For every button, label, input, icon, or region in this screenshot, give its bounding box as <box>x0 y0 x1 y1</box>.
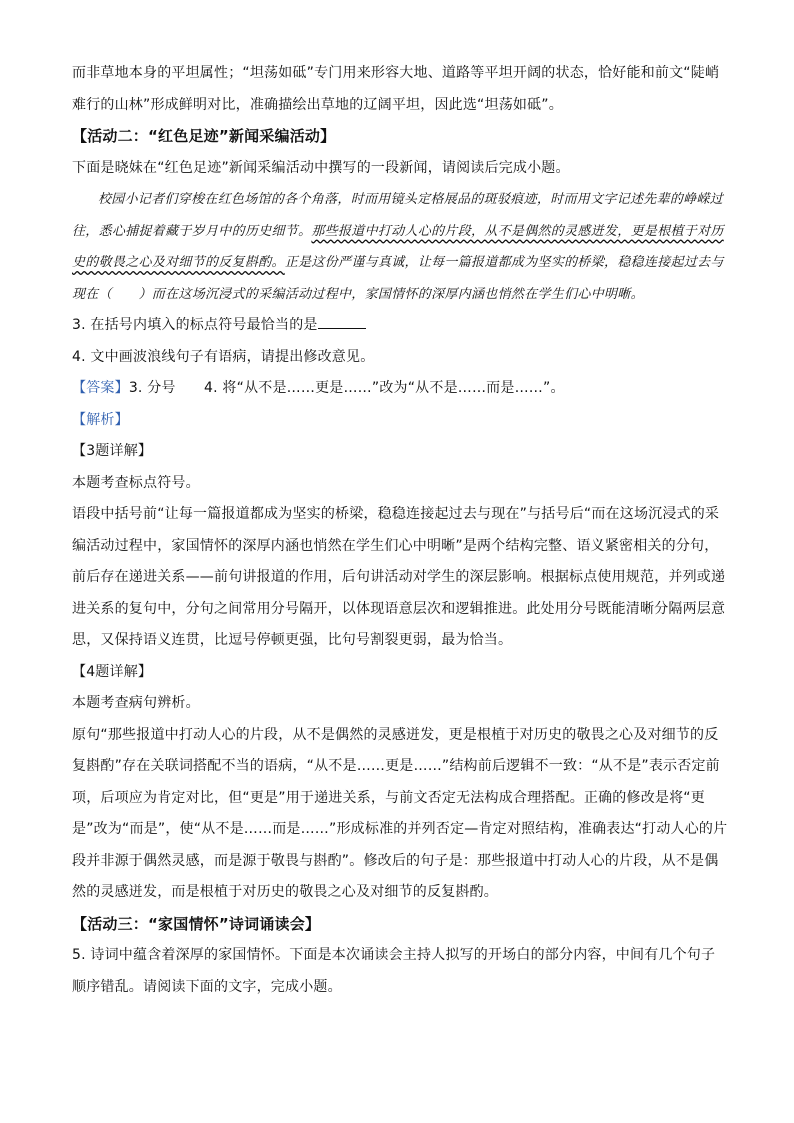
question-3-text: 3. 在括号内填入的标点符号最恰当的是 <box>72 317 318 333</box>
q3-detail-line1: 本题考查标点符号。 <box>72 474 200 491</box>
news-wavy-sentence: 那些报道中打动人心的片段，从不是偶然的灵感迸发，更是根植于对历史的敬畏之心及对细节的反复斟酌。 <box>72 223 724 270</box>
q3-detail-heading: 【3题详解】 <box>72 443 153 459</box>
activity3-heading: 【活动三：“家国情怀”诗词诵读会】 <box>72 914 321 933</box>
q4-detail-heading: 【4题详解】 <box>72 663 153 680</box>
answer-line <box>72 373 728 405</box>
news-part1: 校园小记者们穿梭在红色场馆的各个角落，时而用镜头定格展品的斑驳痕迹，时而用文字记述先辈的峥嵘过往，悉心捕捉着藏于岁月中的历史细节。 <box>72 192 724 239</box>
q4-detail-body: 原句“那些报道中打动人心的片段，从不是偶然的灵感迸发，更是根植于对历史的敬畏之心及对细节的反复斟酌”存在关联词搭配不当的语病，“从不是……更是……”结构前后逻辑不一致：“从不是”表示否定前项，后项应为肯定对比，但“更是”用于递进关系，与前文否定无法构成合理搭配。正确的修改是将“更是”改为“而是”，使“从不是……而是……”形成标准的并列否定—肯定对照结构，准确表达“打动人心的片段并非源于偶然灵感，而是源于敬畏与斟酌”。修改后的句子是：那些报道中打动人心的片段，从不是偶然的灵感迸发，而是根植于对历史的敬畏之心及对细节的反复斟酌。 <box>72 726 728 900</box>
q3-detail-body: 语段中括号前“让每一篇报道都成为坚实的桥梁，稳稳连接起过去与现在”与括号后“而在这场沉浸式的采编活动过程中，家国情怀的深厚内涵也悄然在学生们心中明晰”是两个结构完整、语义紧密相关的分句，前后存在递进关系——前句讲报道的作用，后句讲活动对学生的深层影响。根据标点使用规范，并列或递进关系的复句中，分句之间常用分号隔开，以体现语意层次和逻辑推进。此处用分号既能清晰分隔两层意思，又保持语义连贯，比逗号停顿更强，比句号割裂更弱，最为恰当。 <box>72 506 726 648</box>
q4-detail-line1: 本题考查病句辨析。 <box>72 695 200 711</box>
answer-blank <box>318 327 366 329</box>
document-page <box>72 58 728 1003</box>
activity2-heading: 【活动二：“红色足迹”新闻采编活动】 <box>72 127 336 145</box>
answer-label: 【答案】 <box>72 380 129 396</box>
news-passage <box>72 184 728 310</box>
activity2-intro: 下面是晓妹在“红色足迹”新闻采编活动中撰写的一段新闻，请阅读后完成小题。 <box>72 159 570 176</box>
question-5: 5. 诗词中蕴含着深厚的家国情怀。下面是本次诵读会主持人拟写的开场白的部分内容，中间有几个句子顺序错乱。请阅读下面的文字，完成小题。 <box>72 947 716 995</box>
answer-text: 3. 分号 4. 将“从不是……更是……”改为“从不是……而是……”。 <box>128 380 565 396</box>
news-part2: 正是这份严谨与真诚，让每一篇报道都成为坚实的桥梁，稳稳连接起过去与现在（ ）而在这场沉浸式的采编活动过程中，家国情怀的深厚内涵也悄然在学生们心中明晰。 <box>72 255 724 302</box>
intro-paragraph: 而非草地本身的平坦属性；“坦荡如砥”专门用来形容大地、道路等平坦开阔的状态，恰好能和前文“陡峭难行的山林”形成鲜明对比，准确描绘出草地的辽阔平坦，因此选“坦荡如砥”。 <box>72 65 720 113</box>
question-3 <box>72 310 728 342</box>
question-4: 4. 文中画波浪线句子有语病，请提出修改意见。 <box>72 348 375 365</box>
analysis-label: 【解析】 <box>72 411 129 428</box>
